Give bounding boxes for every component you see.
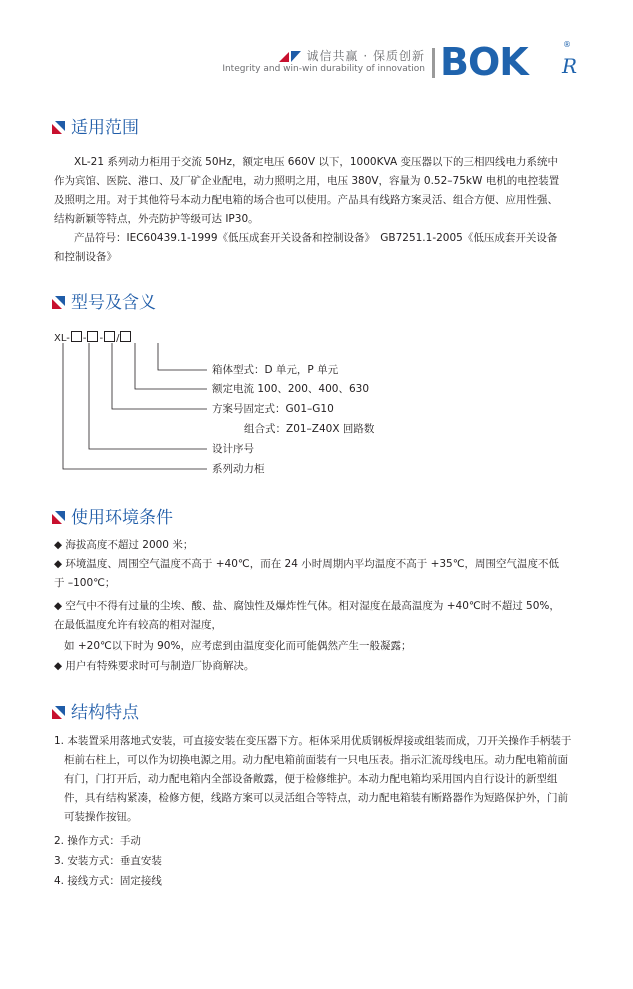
scope-paragraph-2: 产品符号：IEC60439.1-1999《低压成套开关设备和控制设备》 GB7251.1-2005《低压成套开关设备和控制设备》 [54,232,558,263]
model-code: XL- - - / [54,331,132,344]
section-mark-icon [52,296,65,309]
structure-item: 4. 接线方式：固定接线 [54,875,162,887]
bullet-icon: ◆ [54,600,63,612]
section-mark-icon [52,511,65,524]
model-label: 箱体型式：D 单元，P 单元 [212,364,339,376]
environment-item: ◆ 用户有特殊要求时可与制造厂协商解决。 [54,660,255,672]
model-label: 组合式：Z01–Z40X 回路数 [244,423,375,435]
registered-mark: ® [563,40,571,49]
section-title-scope: 适用范围 [52,117,139,139]
brand-logo [440,40,580,84]
slogan [165,49,425,76]
structure-item: 3. 安装方式：垂直安装 [54,855,162,867]
slogan-english: Integrity and win-win durability of innovation [222,64,425,74]
model-box [104,331,115,342]
environment-item: ◆ 海拔高度不超过 2000 米； [54,539,194,551]
section-title-structure: 结构特点 [52,702,139,724]
bullet-icon: ◆ [54,558,63,570]
slogan-mark-icon [279,51,301,62]
model-box [87,331,98,342]
slogan-chinese: 诚信共赢 · 保质创新 [306,49,425,63]
environment-item: ◆ 环境温度、周围空气温度不高于 +40℃，而在 24 小时周期内平均温度不高于 +35℃，周围空气温度不低于 –100℃； [54,558,560,589]
model-box [71,331,82,342]
environment-item: ◆ 空气中不得有过量的尘埃、酸、盐、腐蚀性及爆炸性气体。相对湿度在最高温度为 +40℃时不超过 50%，在最低温度允许有较高的相对湿度， [54,600,560,631]
brand-mark: R [562,54,578,78]
model-label: 系列动力柜 [212,463,265,475]
model-box [120,331,131,342]
header-divider [432,48,435,78]
brand-name: BOK [440,40,528,84]
structure-item: 1. 本装置采用落地式安装，可直接安装在变压器下方。柜体采用优质钢板焊接或组装而成，刀开关操作手柄装于柜前右柱上，可以作为切换电源之用。动力配电箱前面装有一只电压表。指示汇流母线电压。动力配电箱前面有门，门打开后，动力配电箱内全部设备敞露，便于检修维护。本动力配电箱均采用国内自行设计的新型组件，具有结构紧凑，检修方便，线路方案可以灵活组合等特点，动力配电箱装有断路器作为短路保护外，门前可装操作按钮。 [54,735,572,823]
scope-paragraph-1: XL-21 系列动力柜用于交流 50Hz，额定电压 660V 以下，1000KVA 变压器以下的三相四线电力系统中作为宾馆、医院、港口、及厂矿企业配电，动力照明之用，电压 380V，容量为 0.52–75kW 电机的电控装置及照明之用。对于其他符号本动力配电箱的场合也可以使用。产品具有线路方案灵活、组合方便、应用性强、结构新颖等特点，外壳防护等级可达 IP30。 [54,156,560,225]
bullet-icon: ◆ [54,660,63,672]
page-header [0,0,633,95]
bullet-icon: ◆ [54,539,63,551]
model-label: 设计序号 [212,443,254,455]
environment-item: 如 +20℃以下时为 90%，应考虑到由温度变化而可能偶然产生一般凝露； [64,640,412,652]
model-prefix: XL [54,333,67,344]
section-title-model: 型号及含义 [52,292,156,314]
model-label: 方案号固定式：G01–G10 [212,403,334,415]
section-mark-icon [52,121,65,134]
section-title-environment: 使用环境条件 [52,507,173,529]
model-label: 额定电流 100、200、400、630 [212,383,370,395]
section-mark-icon [52,706,65,719]
structure-item: 2. 操作方式：手动 [54,835,141,847]
